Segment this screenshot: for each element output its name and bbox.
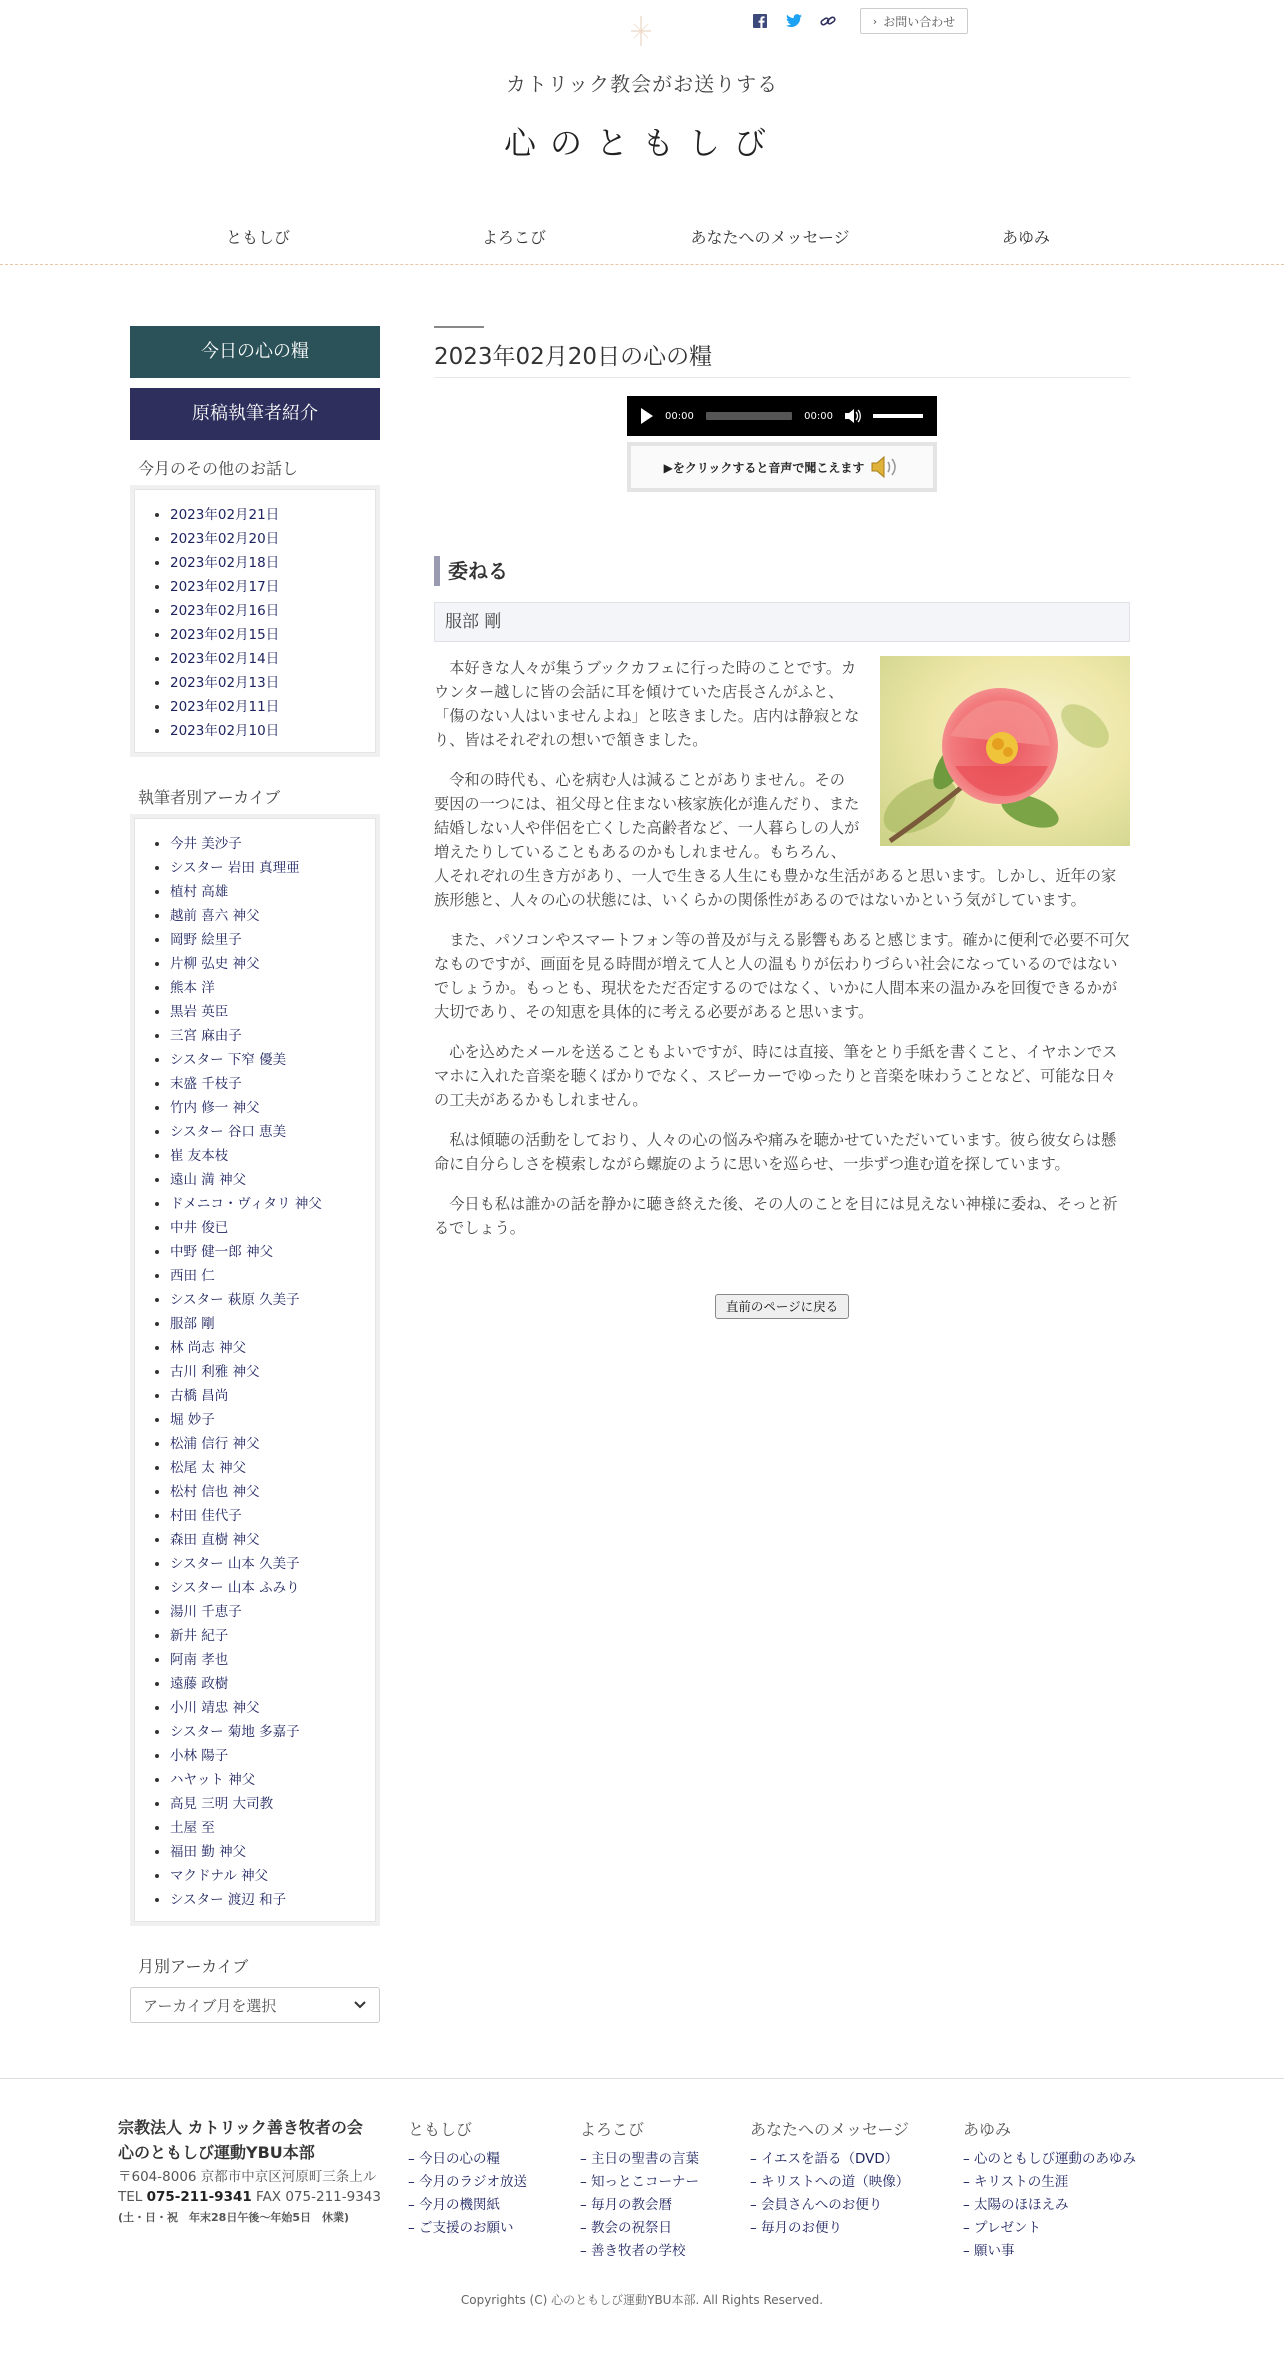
chevron-down-icon (353, 2000, 367, 2010)
author-link[interactable]: • 福田 勤 神父 (170, 1840, 364, 1864)
footer-link[interactable]: – 心のともしび運動のあゆみ (963, 2151, 1137, 2167)
month-link[interactable]: • 2023年02月14日 (170, 647, 364, 671)
author-link[interactable]: • 遠藤 政樹 (170, 1672, 364, 1696)
author-link[interactable]: • 堀 妙子 (170, 1408, 364, 1432)
author-link[interactable]: • 阿南 孝也 (170, 1648, 364, 1672)
nav-item-tomoshibi[interactable]: ともしび (225, 228, 290, 247)
nav-item-yorokobi[interactable]: よろこび (481, 228, 546, 247)
main-content (434, 326, 1130, 1319)
author-archive-heading: 執筆者別アーカイブ (138, 788, 281, 807)
org-subname: 心のともしび運動YBU本部 (118, 2143, 315, 2162)
writers-button[interactable]: 原稿執筆者紹介 (130, 388, 380, 440)
monthly-archive-heading: 月別アーカイブ (138, 1957, 249, 1976)
month-link[interactable]: • 2023年02月18日 (170, 551, 364, 575)
footer-link[interactable]: – キリストの生涯 (963, 2174, 1069, 2190)
author-link[interactable]: • シスター 岩田 真理亜 (170, 856, 364, 880)
author-link[interactable]: • 森田 直樹 神父 (170, 1528, 364, 1552)
footer-link[interactable]: – 教会の祝祭日 (580, 2220, 673, 2236)
footer-column (580, 2117, 699, 2263)
footer-link[interactable]: – 主日の聖書の言葉 (580, 2151, 700, 2167)
fax-number: FAX 075-211-9343 (256, 2189, 381, 2205)
author-link[interactable]: • 片柳 弘史 神父 (170, 952, 364, 976)
audio-instruction-text: ▶をクリックすると音声で聞こえます (663, 460, 865, 475)
org-address: 〒604-8006 京都市中京区河原町三条上ル (118, 2169, 377, 2185)
author-list (146, 832, 364, 1912)
global-nav (130, 210, 1154, 266)
footer-link[interactable]: – プレゼント (963, 2220, 1042, 2236)
month-list (146, 503, 364, 743)
chevron-right-icon: › (872, 14, 878, 28)
org-phone: TEL 075-211-9341 FAX 075-211-9343 (118, 2189, 381, 2205)
footer-link[interactable]: – 今日の心の糧 (408, 2151, 501, 2167)
month-list-box (130, 485, 380, 757)
copyright: Copyrights (C) 心のともしび運動YBU本部. All Rights Reserved. (460, 2293, 824, 2307)
today-button[interactable]: 今日の心の糧 (130, 326, 380, 378)
month-link[interactable]: • 2023年02月21日 (170, 503, 364, 527)
article-paragraph: 私は傾聴の活動をしており、人々の心の悩みや痛みを聴かせていただいています。彼ら彼女らは懸命に自分らしさを模索しながら螺旋のように思いを巡らせ、一歩ずつ進む道を探しています。 (434, 1131, 1117, 1173)
footer-link[interactable]: – ご支援のお願い (408, 2220, 514, 2236)
article-paragraph: 本好きな人々が集うブックカフェに行った時のことです。カウンター越しに皆の会話に耳を傾けていた店長さんがふと、「傷のない人はいませんよね」と呟きました。店内は静寂となり、皆はそれぞれの想いで頷きました。 (434, 659, 860, 749)
author-link[interactable]: • 越前 喜六 神父 (170, 904, 364, 928)
footer-link[interactable]: – 今月の機関紙 (408, 2197, 501, 2213)
author-link[interactable]: • 崔 友本枝 (170, 1144, 364, 1168)
author-link[interactable]: • シスター 菊地 多嘉子 (170, 1720, 364, 1744)
footer-link[interactable]: – 善き牧者の学校 (580, 2243, 686, 2259)
contact-button[interactable] (860, 8, 968, 34)
author-link[interactable]: • 末盛 千枝子 (170, 1072, 364, 1096)
audio-player (627, 396, 937, 436)
facebook-icon[interactable] (752, 13, 768, 29)
author-link[interactable]: • 三宮 麻由子 (170, 1024, 364, 1048)
back-button[interactable]: 直前のページに戻る (715, 1294, 849, 1319)
author-link[interactable]: • 松尾 太 神父 (170, 1456, 364, 1480)
footer-column-heading[interactable]: あゆみ (963, 2120, 1012, 2139)
footer-link[interactable]: – 会員さんへのお便り (750, 2197, 883, 2213)
author-link[interactable]: • 古橋 昌尚 (170, 1384, 364, 1408)
author-link[interactable]: • 小林 陽子 (170, 1744, 364, 1768)
month-link[interactable]: • 2023年02月13日 (170, 671, 364, 695)
author-link[interactable]: • 古川 利雅 神父 (170, 1360, 364, 1384)
author-link[interactable]: • 竹内 修一 神父 (170, 1096, 364, 1120)
author-link[interactable]: • マクドナル 神父 (170, 1864, 364, 1888)
footer-column-heading[interactable]: あなたへのメッセージ (750, 2120, 910, 2139)
play-icon[interactable] (641, 408, 653, 424)
link-icon[interactable] (820, 13, 836, 29)
archive-select-value: アーカイブ月を選択 (143, 1996, 277, 2015)
author-link[interactable]: • 西田 仁 (170, 1264, 364, 1288)
footer-column-heading[interactable]: ともしび (408, 2120, 473, 2139)
site-title[interactable]: 心のともしび (503, 124, 780, 162)
author-link[interactable]: • 中野 健一郎 神父 (170, 1240, 364, 1264)
author-link[interactable]: • 今井 美沙子 (170, 832, 364, 856)
article-body (434, 656, 1130, 1240)
volume-icon[interactable] (845, 409, 861, 423)
speaker-icon (870, 455, 900, 479)
audio-instruction (627, 442, 937, 492)
twitter-icon[interactable] (786, 13, 802, 29)
month-link[interactable]: • 2023年02月15日 (170, 623, 364, 647)
footer-column (963, 2117, 1136, 2263)
author-link[interactable]: • 土屋 至 (170, 1816, 364, 1840)
footer-column (750, 2117, 909, 2240)
month-link[interactable]: • 2023年02月20日 (170, 527, 364, 551)
author-link[interactable]: • 村田 佳代子 (170, 1504, 364, 1528)
org-name: 宗教法人 カトリック善き牧者の会 (118, 2118, 363, 2137)
author-link[interactable]: • ドメニコ・ヴィタリ 神父 (170, 1192, 364, 1216)
footer-link[interactable]: – イエスを語る（DVD） (750, 2151, 899, 2167)
footer-link[interactable]: – 毎月の教会暦 (580, 2197, 673, 2213)
sidebar (130, 326, 380, 2023)
nav-divider (0, 264, 1284, 265)
player-total-time: 00:00 (804, 410, 833, 422)
month-link[interactable]: • 2023年02月17日 (170, 575, 364, 599)
author-link[interactable]: • 林 尚志 神父 (170, 1336, 364, 1360)
title-accent-line (434, 326, 484, 328)
footer-org (118, 2115, 388, 2225)
section-title: 委ねる (434, 556, 1130, 586)
contact-label: お問い合わせ (883, 14, 956, 29)
author-link[interactable]: • シスター 下窄 優美 (170, 1048, 364, 1072)
author-link[interactable]: • 湯川 千恵子 (170, 1600, 364, 1624)
month-heading: 今月のその他のお話し (138, 459, 299, 478)
author-link[interactable]: • 中井 俊已 (170, 1216, 364, 1240)
article-paragraph: 令和の時代も、心を病む人は減ることがありません。その要因の一つには、祖父母と住まない核家族化が進んだり、また結婚しない人や伴侶を亡くした高齢者など、一人暮らしの人が増えたりしていることもあるのかもしれません。もちろん、人それぞれの生き方があり、一人で生きる人生にも豊かな生活があると思います。しかし、近年の家族形態と、人々の心の状態には、いくらかの関係性があるのではないかという気がしています。 (434, 771, 1117, 909)
author-link[interactable]: • 黒岩 英臣 (170, 1000, 364, 1024)
month-link[interactable]: • 2023年02月16日 (170, 599, 364, 623)
footer (0, 2078, 1284, 2370)
footer-link[interactable]: – 太陽のほほえみ (963, 2197, 1069, 2213)
camellia-photo (880, 656, 1130, 846)
author-link[interactable]: • シスター 山本 ふみり (170, 1576, 364, 1600)
month-link[interactable]: • 2023年02月10日 (170, 719, 364, 743)
footer-link[interactable]: – 願い事 (963, 2243, 1015, 2259)
archive-month-select[interactable] (130, 1987, 380, 2023)
logo-star-icon (629, 14, 653, 48)
volume-slider[interactable] (873, 414, 923, 418)
site-subtitle: カトリック教会がお送りする (505, 72, 779, 96)
article-paragraph: また、パソコンやスマートフォン等の普及が与える影響もあると感じます。確かに便利で必要不可欠なものですが、画面を見る時間が増えて人と人の温もりが伝わりづらい社会になっているのではないでしょうか。もっとも、現状をただ否定するのではなく、いかに人間本来の温かみを回復できるかが大切であり、その知恵を具体的に考える必要があると思います。 (434, 931, 1130, 1021)
author-name: 服部 剛 (434, 602, 1130, 642)
author-link[interactable]: • 松村 信也 神父 (170, 1480, 364, 1504)
player-seek-bar[interactable] (706, 412, 792, 420)
footer-link[interactable]: – 今月のラジオ放送 (408, 2174, 528, 2190)
author-list-box (130, 814, 380, 1926)
article-paragraph: 今日も私は誰かの話を静かに聴き終えた後、その人のことを目には見えない神様に委ね、そっと祈るでしょう。 (434, 1195, 1118, 1237)
author-link[interactable]: • 小川 靖忠 神父 (170, 1696, 364, 1720)
page-title: 2023年02月20日の心の糧 (434, 338, 1130, 378)
author-link[interactable]: • 松浦 信行 神父 (170, 1432, 364, 1456)
month-link[interactable]: • 2023年02月11日 (170, 695, 364, 719)
footer-link[interactable]: – キリストへの道（映像） (750, 2174, 910, 2190)
author-link[interactable]: • シスター 谷口 恵美 (170, 1120, 364, 1144)
author-link[interactable]: • 新井 紀子 (170, 1624, 364, 1648)
footer-column-heading[interactable]: よろこび (580, 2120, 645, 2139)
author-link[interactable]: • 熊本 洋 (170, 976, 364, 1000)
author-link[interactable]: • 植村 高雄 (170, 880, 364, 904)
author-link[interactable]: • シスター 渡辺 和子 (170, 1888, 364, 1912)
nav-item-message[interactable]: あなたへのメッセージ (690, 228, 850, 247)
author-link[interactable]: • ハヤット 神父 (170, 1768, 364, 1792)
phone-number[interactable]: 075-211-9341 (146, 2189, 252, 2205)
player-current-time: 00:00 (665, 410, 694, 422)
footer-column (408, 2117, 527, 2240)
business-hours: (土・日・祝 年末28日午後〜年始5日 休業) (118, 2211, 350, 2224)
author-link[interactable]: • シスター 萩原 久美子 (170, 1288, 364, 1312)
nav-item-ayumi[interactable]: あゆみ (1001, 228, 1050, 247)
footer-link[interactable]: – 知っとこコーナー (580, 2174, 700, 2190)
author-link[interactable]: • 岡野 絵里子 (170, 928, 364, 952)
article-paragraph: 心を込めたメールを送ることもよいですが、時には直接、筆をとり手紙を書くこと、イヤホンでスマホに入れた音楽を聴くばかりでなく、スピーカーでゆったりと音楽を味わうことなど、可能な日々の工夫があるかもしれません。 (434, 1043, 1118, 1109)
author-link[interactable]: • 高見 三明 大司教 (170, 1792, 364, 1816)
author-link[interactable]: • 服部 剛 (170, 1312, 364, 1336)
author-link[interactable]: • 遠山 満 神父 (170, 1168, 364, 1192)
footer-link[interactable]: – 毎月のお便り (750, 2220, 843, 2236)
author-link[interactable]: • シスター 山本 久美子 (170, 1552, 364, 1576)
